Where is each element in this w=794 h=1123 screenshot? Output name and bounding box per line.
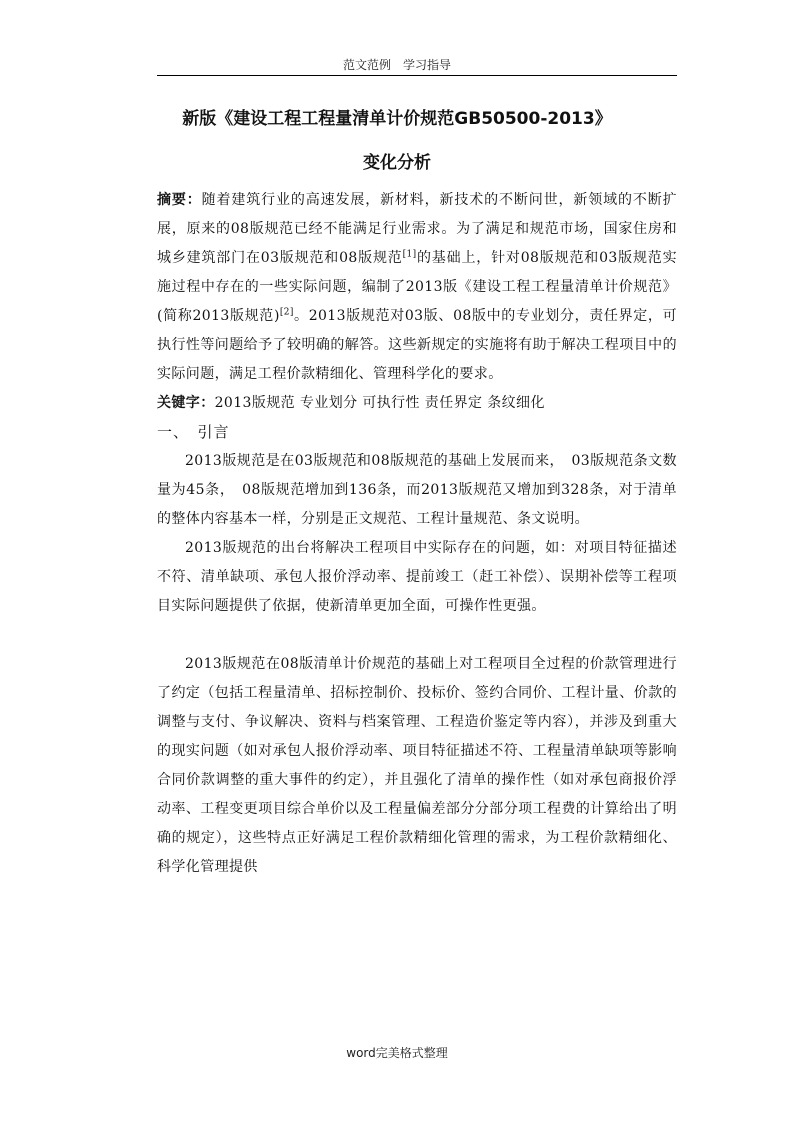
paragraph-1: 2013版规范是在03版规范和08版规范的基础上发展而来， 03版规范条文数量为45条， 08版规范增加到136条，而2013版规范又增加到328条，对于清单的整体内容基本一样，分别是正文规范、工程计量规范、条文说明。 bbox=[157, 453, 677, 527]
keywords-label: 关键字： bbox=[157, 395, 215, 411]
reference-2: [2] bbox=[279, 307, 294, 318]
abstract-label: 摘要： bbox=[157, 192, 202, 208]
keywords-paragraph bbox=[157, 389, 677, 418]
document-body bbox=[157, 186, 677, 882]
paragraph-gap bbox=[157, 621, 677, 650]
header-rule bbox=[157, 75, 677, 76]
paragraph-2: 2013版规范的出台将解决工程项目中实际存在的问题，如：对项目特征描述不符、清单缺项、承包人报价浮动率、提前竣工（赶工补偿）、误期补偿等工程项目实际问题提供了依据，使新清单更加全面，可操作性更强。 bbox=[157, 540, 677, 614]
reference-1: [1] bbox=[402, 249, 417, 260]
abstract-paragraph bbox=[157, 186, 677, 389]
page-footer: word完美格式整理 bbox=[346, 1046, 448, 1060]
page-header: 范文范例 学习指导 bbox=[342, 58, 451, 72]
document-title: 新版《建设工程工程量清单计价规范GB50500-2013》 bbox=[182, 109, 612, 129]
abstract-text-a: 随着建筑行业的高速发展，新材料，新技术的不断问世，新领域的不断扩展，原来的08版规范已经不能满足行业需求。为了满足和规范市场，国家住房和城乡建筑部门在03版规范和08版规范 bbox=[157, 192, 677, 266]
abstract-text-c: 。2013版规范对03版、08版中的专业划分，责任界定，可执行性等问题给予了较明确的解答。这些新规定的实施将有助于解决工程项目中的实际问题，满足工程价款精细化、管理科学化的要求。 bbox=[157, 308, 677, 382]
document-subtitle: 变化分析 bbox=[363, 153, 431, 173]
keywords-text: 2013版规范 专业划分 可执行性 责任界定 条纹细化 bbox=[214, 395, 545, 411]
paragraph-3: 2013版规范在08版清单计价规范的基础上对工程项目全过程的价款管理进行了约定（包括工程量清单、招标控制价、投标价、签约合同价、工程计量、价款的调整与支付、争议解决、资料与档案管理、工程造价鉴定等内容），并涉及到重大的现实问题（如对承包人报价浮动率、项目特征描述不符、工程量清单缺项等影响合同价款调整的重大事件的约定），并且强化了清单的操作性（如对承包商报价浮动率、工程变更项目综合单价以及工程量偏差部分分部分项工程费的计算给出了明确的规定），这些特点正好满足工程价款精细化管理的需求，为工程价款精细化、科学化管理提供 bbox=[157, 656, 677, 875]
section-heading: 一、 引言 bbox=[157, 423, 230, 441]
abstract-text-b: 的基础上，针对08版规范和03版规范实施过程中存在的一些实际问题，编制了2013版《建设工程工程量清单计价规范》(简称2013版规范) bbox=[157, 250, 677, 324]
